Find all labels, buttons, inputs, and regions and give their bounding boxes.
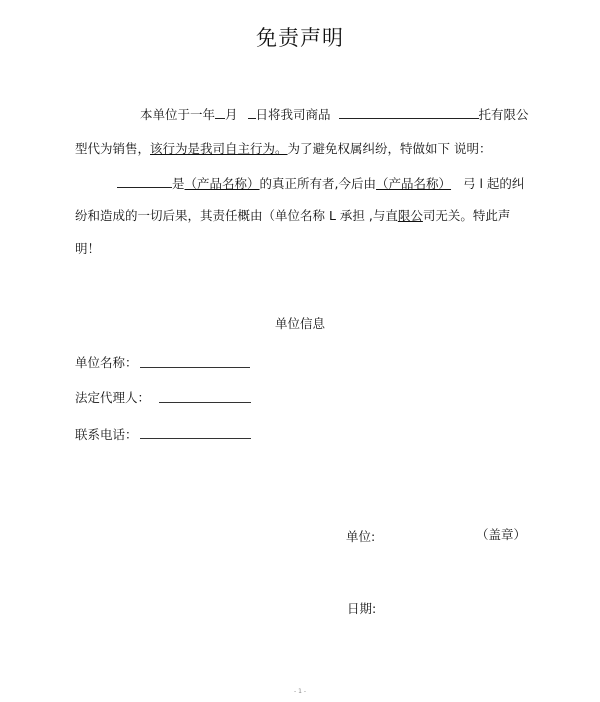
date-label: 日期: [347, 601, 377, 616]
text-segment: 为了避免权属纠纷，特做如下 说明： [287, 141, 492, 156]
blank-line [117, 175, 172, 188]
page-number: - 1 - [294, 688, 306, 695]
phone-label: 联系电话： [75, 427, 138, 442]
legal-agent-label: 法定代理人： [75, 390, 151, 405]
text-segment: 纷和造成的一切后果，其责任概由（单位名称 L 承担 ,与直 [75, 208, 398, 223]
section-title: 单位信息 [274, 316, 325, 331]
seal-label: （盖章） [476, 527, 527, 542]
underlined-text: 限公 [397, 208, 423, 223]
paragraph-2-line-1 [117, 175, 524, 192]
text-segment: 托有限公 [478, 107, 529, 122]
underlined-text: （产品名称） [376, 176, 452, 191]
text-segment: 司无关。特此声 [422, 208, 511, 223]
paragraph-2-line-3: 明！ [75, 241, 101, 256]
company-name-field [140, 366, 250, 368]
text-segment: 是 [172, 176, 185, 191]
blank-line [215, 106, 225, 119]
paragraph-2-line-2 [75, 208, 510, 224]
text-segment: 月 [225, 107, 238, 122]
signature-unit-label: 单位: [346, 529, 376, 544]
text-segment: 型代为销售， [75, 141, 151, 156]
underlined-text: 该行为是我司自主行为。 [150, 141, 288, 156]
paragraph-1-line-1 [140, 106, 529, 123]
phone-field [140, 437, 251, 439]
text-segment: 的真正所有者,今后由 [259, 176, 377, 191]
blank-line [248, 106, 256, 119]
blank-line [339, 106, 479, 119]
legal-agent-field [159, 401, 251, 403]
paragraph-1-line-2 [75, 141, 492, 157]
document-title: 免责声明 [256, 26, 344, 50]
underlined-text: （产品名称） [184, 176, 260, 191]
text-segment: 弓 l 起的纠 [463, 176, 525, 191]
text-segment: 日将我司商品 [255, 107, 331, 122]
text-segment: 本单位于一年 [140, 107, 216, 122]
company-name-label: 单位名称： [75, 355, 138, 370]
